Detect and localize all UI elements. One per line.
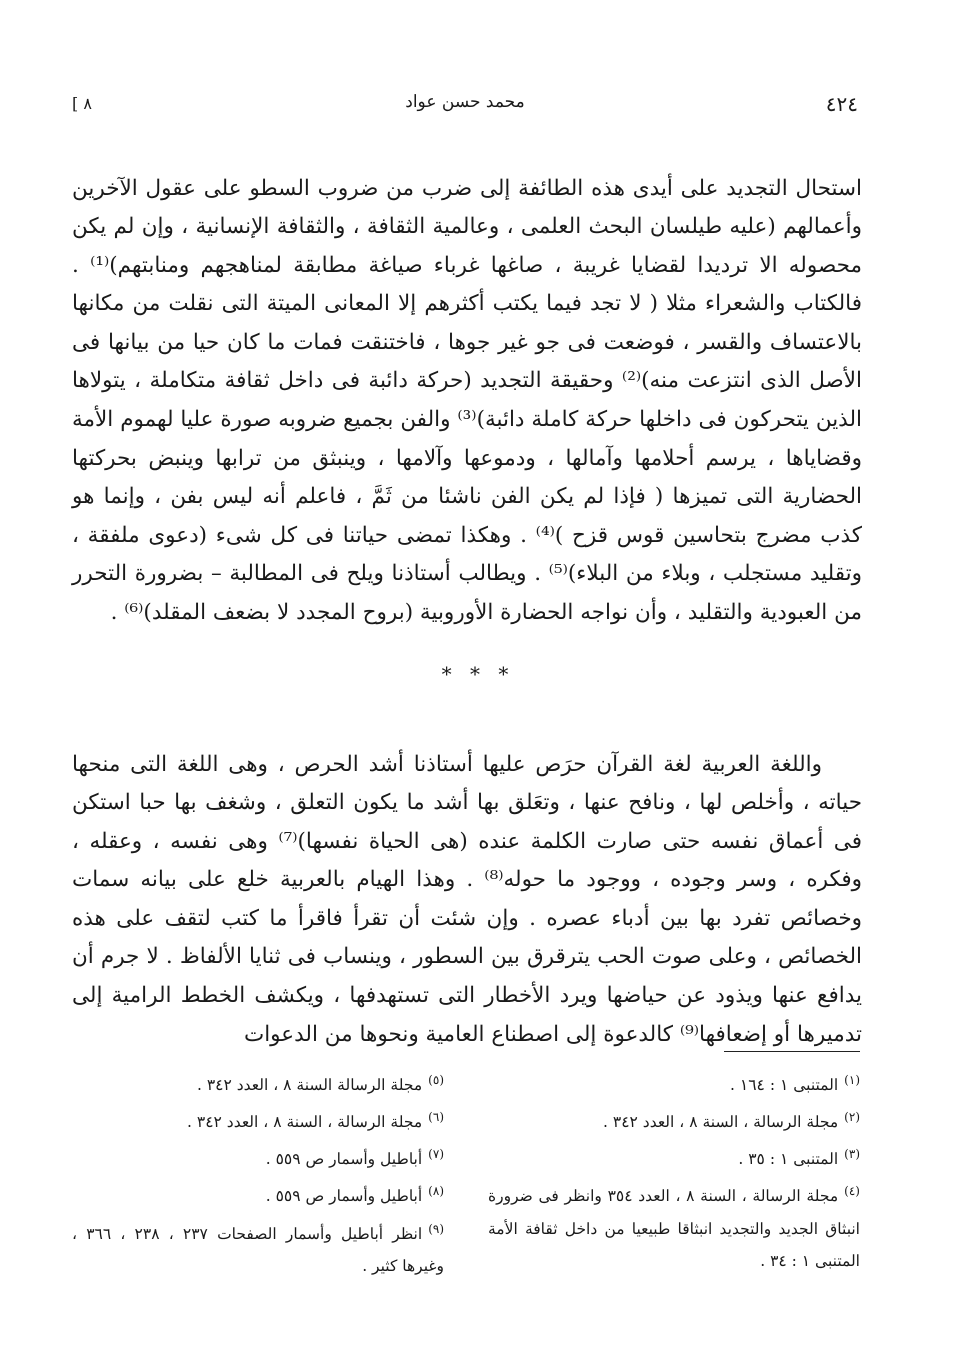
footnote-rule <box>724 1051 860 1052</box>
footnote-4: $^{(٤)}$مجلة الرسالة ، السنة ٨ ، العدد ٣٥٤ وانظر فى ضرورة انبثاق الجديد والتجديد انبثاقا طبيعيا من داخل ثقافة الأمة المتنبى ١ : ٣٤ . <box>488 1184 860 1270</box>
footnotes-column-left <box>72 1064 444 1282</box>
footnote-7: $^{(٧)}$أباطيل وأسمار ص ٥٥٩ . <box>265 1147 444 1169</box>
page-number: ٤٢٤ <box>825 92 858 116</box>
footnote-2: $^{(٢)}$مجلة الرسالة ، السنة ٨ ، العدد ٣٤٢ . <box>603 1110 860 1132</box>
section-separator: * * * <box>441 662 515 686</box>
footnote-8: $^{(٨)}$أباطيل وأسمار ص ٥٥٩ . <box>265 1184 444 1206</box>
footnote-3: $^{(٣)}$المتنبى ١ : ٣٥ . <box>738 1147 860 1169</box>
body-paragraph-2: واللغة العربية لغة القرآن حرَص عليها أستاذنا أشد الحرص ، وهى اللغة التى منحها حياته ، وأخلص لها ، ونافح عنها ، وتعَلق بها أشد ما يكون التعلق ، وشغف بها حبا استكن فى أعماق نفسه حتى صارت الكلمة عنده (هى الحياة نفسها)⁽⁷⁾ وهى نفسه ، وعقله ، وفكره ، وسر وجوده ، ووجود ما حوله⁽⁸⁾ . وهذا الهيام بالعربية خلع على بيانه سمات وخصائص تفرد بها بين أدباء عصره . وإن شئت أن تقرأ فاقرأ ما كتب لتقف على هذه الخصائص ، وعلى صوت الحب يترقرق بين السطور ، وينساب فى ثنايا الألفاظ . لا جرم أن يدافع عنها ويذود عن حياضها ويرد الأخطار التى تستهدفها ، ويكشف الخطط الرامية إلى تدميرها أو إضعافها⁽⁹⁾ كالدعوة إلى اصطناع العامية ونحوها من الدعوات <box>72 751 862 1047</box>
running-header <box>72 92 858 122</box>
header-bracket-mark: [ ٨ <box>72 94 92 113</box>
footnote-9: $^{(٩)}$انظر أباطيل وأسمار الصفحات ٢٣٧ ، ٢٣٨ ، ٣٦٦ ، وغيرها كثير . <box>72 1221 445 1275</box>
body-paragraph-1: استحال التجديد على أيدى هذه الطائفة إلى ضرب من ضروب السطو على عقول الآخرين وأعمالهم (عليه طيلسان البحث العلمى ، وعالمية الثقافة ، والثقافة الإنسانية ، وإن لم يكن محصوله الا ترديدا لقضايا غريبة ، صاغها غرباء صياغة مطابقة لمناهجهم ومنابتهم)⁽¹⁾ . فالكتاب والشعراء مثلا ( لا تجد فيما يكتب أكثرهم إلا المعانى الميتة التى نقلت من مكانها بالاعتساف والقسر ، فوضعت فى جو غير جوها ، فاختنقت فمات ما كان حيا من بيانها فى الأصل الذى انتزعت منه)⁽²⁾ وحقيقة التجديد (حركة دائبة فى داخل ثقافة متكاملة ، يتولاها الذين يتحركون فى داخلها حركة كاملة دائبة)⁽³⁾ والفن بجميع ضروبه صورة عليا لهموم الأمة وقضاياها ، يرسم أحلامها وآمالها ، ودموعها وآلامها ، وينبثق من ترابها وينبض بحركتها الحضارية التى تميزها ( فإذا لم يكن الفن ناشئا من ثَمَّ ، فاعلم أنه ليس بفن ، وإنما هو كذب مضرج بتحاسين قوس قزح )⁽⁴⁾ . وهكذا تمضى حياتنا فى كل شىء (دعوى ملفقة ، وتقليد مستجلب ، وبلاء من البلاء)⁽⁵⁾ . ويطالب أستاذنا ويلح فى المطالبة – بضرورة التحرر من العبودية والتقليد ، وأن نواجه الحضارة الأوروبية (بروح المجدد لا بضعف المقلد)⁽⁶⁾ . <box>72 175 863 626</box>
footnote-1: $^{(١)}$المتنبى ١ : ١٦٤ . <box>730 1073 860 1095</box>
header-author: محمد حسن عواد <box>405 92 525 112</box>
footnotes-column-right <box>488 1064 860 1277</box>
footnote-5: $^{(٥)}$مجلة الرسالة السنة ٨ ، العدد ٣٤٢ . <box>196 1073 444 1095</box>
footnote-6: $^{(٦)}$مجلة الرسالة ، السنة ٨ ، العدد ٣٤٢ . <box>187 1110 444 1132</box>
